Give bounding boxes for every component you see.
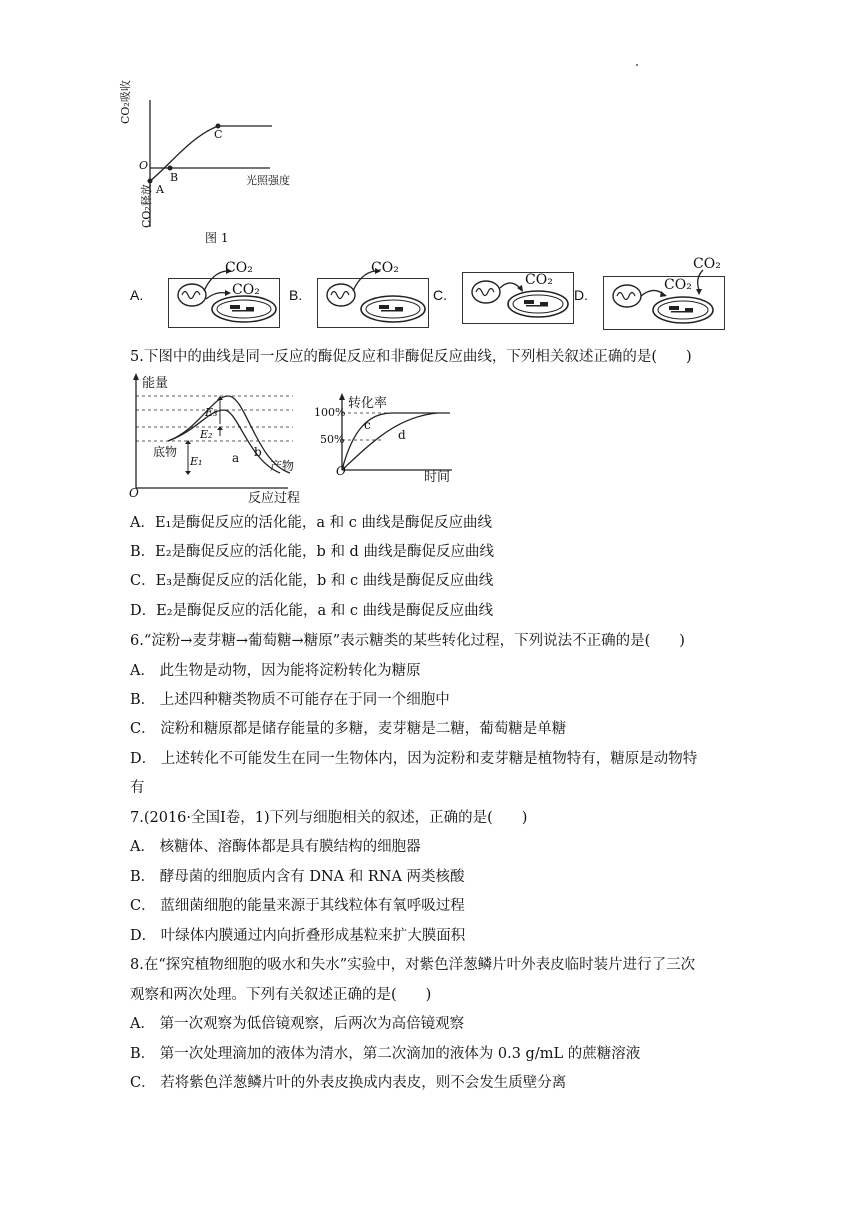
q5-curve-c-label: c [364,418,371,432]
q6-stem: 6.“淀粉→麦芽糖→葡萄糖→糖原”表示糖类的某些转化过程，下列说法不正确的是( ) [130,633,685,649]
q5-curve-b-label: b [254,445,262,459]
mitochondrion-icon [472,281,500,303]
chloroplast-icon [361,296,425,322]
q5-substrate: 底物 [153,445,178,459]
q5-option-c: C．E₃是酶促反应的活化能，b 和 c 曲线是酶促反应曲线 [130,573,494,589]
q5-option-d: D．E₂是酶促反应的活化能，a 和 c 曲线是酶促反应曲线 [130,603,494,619]
q5-tick-50: 50% [320,433,345,446]
y-axis-bottom-label: CO₂释放 [140,184,153,228]
curve-d [342,413,437,470]
option-d-letter: D. [574,287,588,303]
q5-right-xlabel: 时间 [424,470,451,485]
q5-left-origin: O [129,486,139,500]
figure-1 [130,95,290,245]
point-b-label: B [170,171,179,184]
q5-left-ylabel: 能量 [142,376,169,391]
option-a-letter: A. [130,287,144,303]
q5-e1: E₁ [190,455,203,468]
mitochondrion-icon [613,285,641,307]
q8-option-a: A． 第一次观察为低倍镜观察，后两次为高倍镜观察 [130,1016,465,1032]
q5-right-origin: O [336,464,346,478]
mitochondrion-icon [327,284,355,306]
curve-c [342,413,450,470]
q6-option-a: A． 此生物是动物，因为能将淀粉转化为糖原 [130,663,421,679]
q5-curve-d-label: d [398,428,406,442]
q5-right-ylabel: 转化率 [348,396,388,411]
option-b-co2-out: CO₂ [371,260,399,276]
q5-e2: E₂ [200,428,213,441]
q5-option-b: B．E₂是酶促反应的活化能，b 和 d 曲线是酶促反应曲线 [130,544,494,560]
q5-stem: 5.下图中的曲线是同一反应的酶促反应和非酶促反应曲线，下列相关叙述正确的是( ) [130,349,692,365]
q8-stem-1: 8.在“探究植物细胞的吸水和失水”实验中，对紫色洋葱鳞片叶外表皮临时装片进行了三次 [130,957,696,973]
q5-curve-a-label: a [232,451,240,465]
q7-option-c: C． 蓝细菌细胞的能量来源于其线粒体有氧呼吸过程 [130,898,465,914]
point-c-label: C [214,128,223,141]
q5-option-a: A．E₁是酶促反应的活化能，a 和 c 曲线是酶促反应曲线 [130,515,492,531]
q5-left-xlabel: 反应过程 [248,491,301,506]
q5-product: 产物 [270,459,295,473]
origin-label: O [139,159,149,172]
x-axis-label: 光照强度 [246,174,290,187]
q7-option-b: B． 酵母菌的细胞质内含有 DNA 和 RNA 两类核酸 [130,869,465,885]
figure-caption: 图 1 [205,231,229,245]
q5-tick-100: 100% [314,406,346,419]
option-c-diagram [454,260,584,330]
q8-stem-2: 观察和两次处理。下列有关叙述正确的是( ) [130,987,432,1003]
option-d-co2-out: CO₂ [693,256,721,272]
option-a-co2-out: CO₂ [225,260,253,276]
option-b-letter: B. [289,287,303,303]
option-d-co2-in: CO₂ [664,277,692,293]
header-dot [636,64,638,66]
curve-a [168,410,280,473]
chloroplast-icon [653,297,713,323]
y-axis-top-label: CO₂吸收 [119,80,132,124]
q7-option-d: D． 叶绿体内膜通过内向折叠形成基粒来扩大膜面积 [130,928,466,944]
point-a-label: A [156,183,164,196]
option-c-letter: C. [433,287,447,303]
q7-stem: 7.(2016·全国Ⅰ卷，1)下列与细胞相关的叙述，正确的是( ) [130,810,528,826]
q5-e3: E₃ [205,406,218,419]
q6-option-c: C． 淀粉和糖原都是储存能量的多糖，麦芽糖是二糖，葡萄糖是单糖 [130,721,567,737]
q8-option-b: B． 第一次处理滴加的液体为清水，第二次滴加的液体为 0.3 g/mL 的蔗糖溶液 [130,1046,641,1062]
q8-option-c: C． 若将紫色洋葱鳞片叶的外表皮换成内表皮，则不会发生质壁分离 [130,1075,567,1091]
mitochondrion-icon [178,284,206,306]
chloroplast-icon [508,291,568,317]
q6-option-d: D． 上述转化不可能发生在同一生物体内，因为淀粉和麦芽糖是植物特有，糖原是动物特 [130,751,698,767]
option-c-co2-in: CO₂ [525,272,553,288]
option-a-co2-in: CO₂ [232,282,260,298]
q6-option-d-cont: 有 [130,780,145,796]
point-a-dot [148,179,153,184]
q6-option-b: B． 上述四种糖类物质不可能存在于同一个细胞中 [130,692,450,708]
chloroplast-icon [212,296,276,322]
q7-option-a: A． 核糖体、溶酶体都是具有膜结构的细胞器 [130,839,421,855]
point-b-dot [168,166,173,171]
